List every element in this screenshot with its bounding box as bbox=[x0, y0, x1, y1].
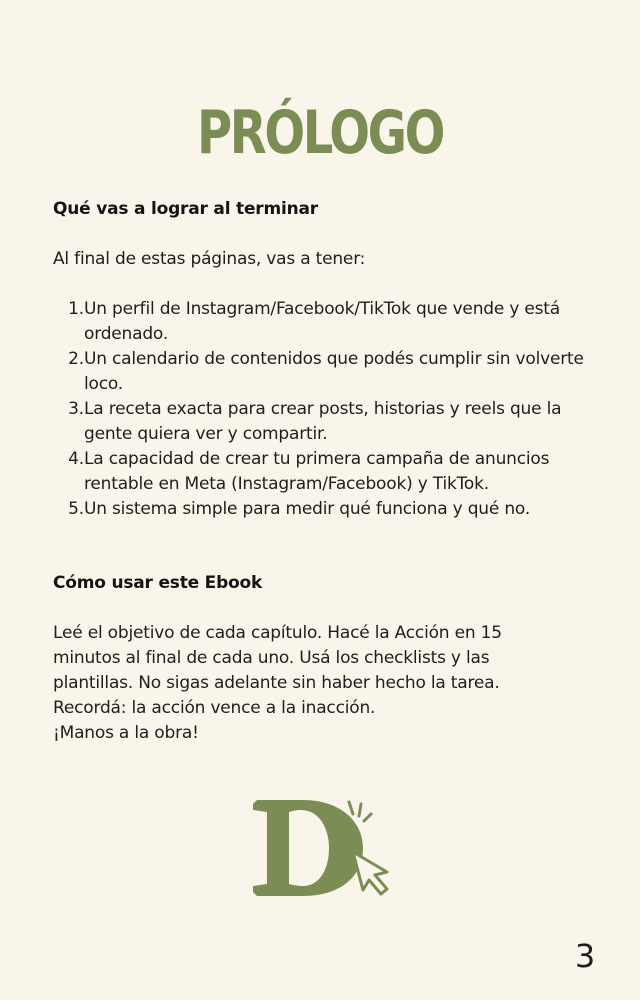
list-item-number: 1. bbox=[68, 299, 84, 319]
list-item bbox=[53, 497, 593, 522]
list-item bbox=[53, 447, 593, 497]
page-title: PRÓLOGO bbox=[196, 98, 444, 168]
list-item bbox=[53, 297, 593, 347]
list-item-text: Un calendario de contenidos que podés cumplir sin volverte loco. bbox=[84, 349, 584, 394]
brand-logo bbox=[245, 790, 405, 900]
page-number: 3 bbox=[574, 937, 596, 975]
intro-paragraph: Al final de estas páginas, vas a tener: bbox=[53, 249, 366, 269]
section-heading-goals: Qué vas a lograr al terminar bbox=[53, 199, 318, 219]
section-heading-usage: Cómo usar este Ebook bbox=[53, 573, 263, 593]
list-item bbox=[53, 347, 593, 397]
list-item-text: Un sistema simple para medir qué funciona y qué no. bbox=[84, 499, 531, 519]
list-item-text: La capacidad de crear tu primera campaña de anuncios rentable en Meta (Instagram/Facebook) y TikTok. bbox=[84, 449, 550, 494]
usage-paragraph bbox=[53, 621, 573, 746]
list-item-number: 4. bbox=[68, 449, 84, 469]
list-item-number: 3. bbox=[68, 399, 84, 419]
list-item-number: 5. bbox=[68, 499, 84, 519]
list-item-number: 2. bbox=[68, 349, 84, 369]
list-item-text: Un perfil de Instagram/Facebook/TikTok que vende y está ordenado. bbox=[84, 299, 560, 344]
usage-closing: ¡Manos a la obra! bbox=[53, 723, 199, 743]
list-item bbox=[53, 397, 593, 447]
list-item-text: La receta exacta para crear posts, historias y reels que la gente quiera ver y compartir. bbox=[84, 399, 562, 444]
usage-reminder: Recordá: la acción vence a la inacción. bbox=[53, 698, 376, 718]
goals-list bbox=[53, 297, 593, 522]
usage-body: Leé el objetivo de cada capítulo. Hacé la Acción en 15 minutos al final de cada uno. Usá los checklists y las plantillas. No sigas adelante sin haber hecho la tarea. bbox=[53, 623, 502, 693]
